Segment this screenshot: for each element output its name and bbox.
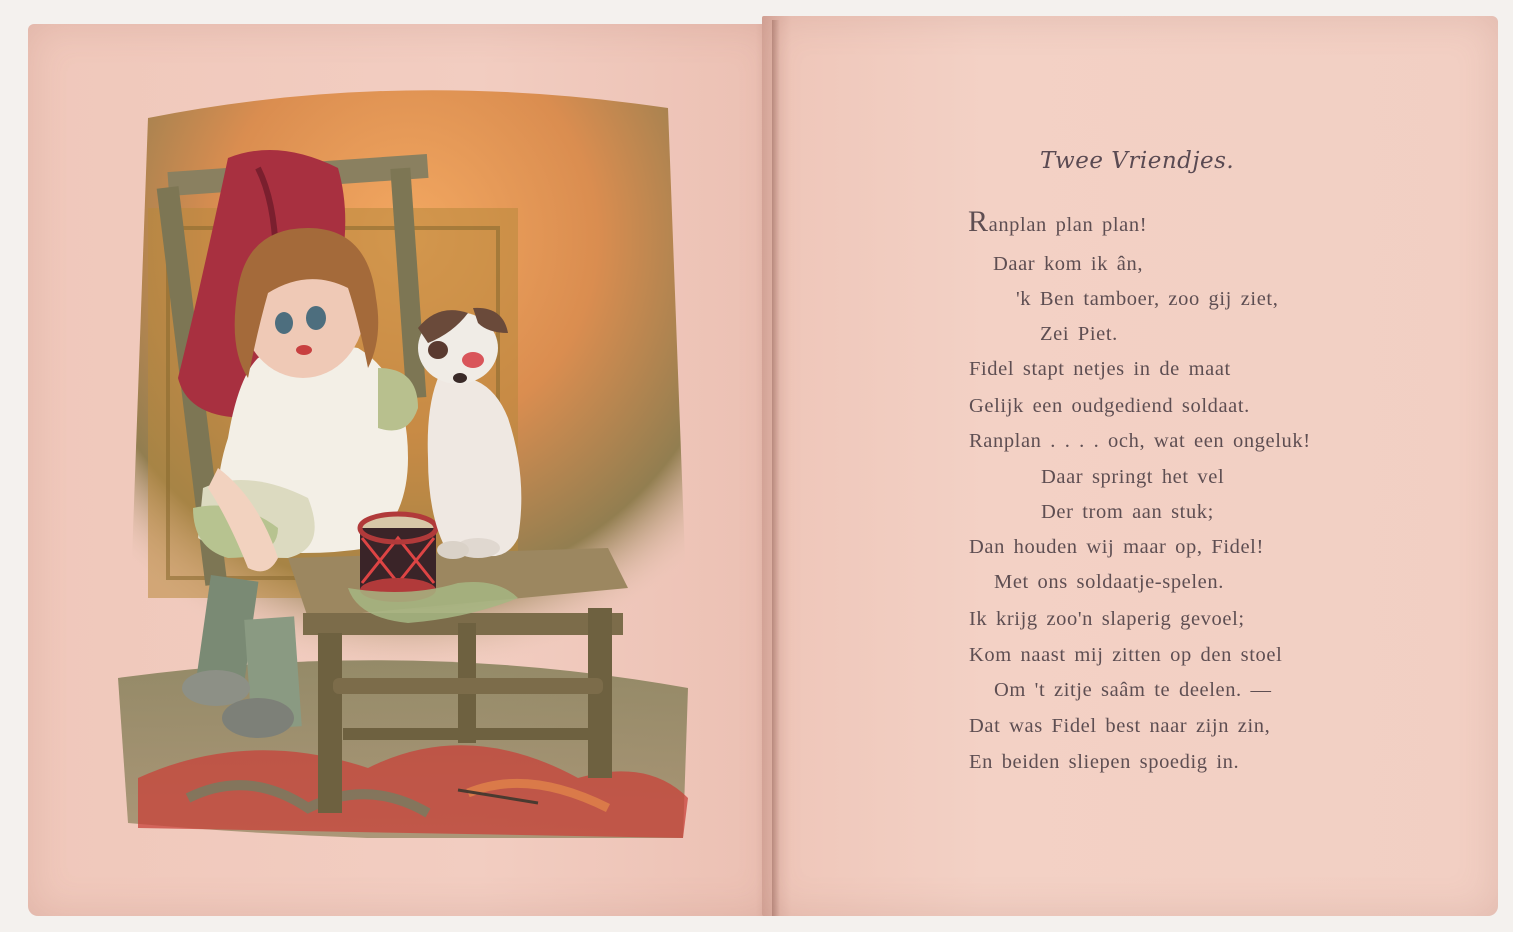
- poem-line-14: Om 't zitje saâm te deelen. —: [994, 679, 1272, 701]
- poem-line-5: Fidel stapt netjes in de maat: [969, 358, 1231, 380]
- poem-line-15: Dat was Fidel best naar zijn zin,: [969, 715, 1271, 737]
- book-gutter: [772, 20, 780, 916]
- poem-line-13: Kom naast mij zitten op den stoel: [969, 644, 1283, 666]
- poem-line-1: [968, 207, 1147, 237]
- poem-line-10: Dan houden wij maar op, Fidel!: [969, 536, 1264, 558]
- poem-line-3: 'k Ben tamboer, zoo gij ziet,: [1016, 288, 1279, 310]
- drop-cap-initial: R: [968, 205, 989, 238]
- poem-title: Twee Vriendjes.: [1040, 148, 1235, 174]
- illustration-girl-and-dog: [108, 78, 696, 838]
- poem-line-11: Met ons soldaatje-spelen.: [994, 571, 1224, 593]
- poem-line-2: Daar kom ik ân,: [993, 253, 1144, 275]
- poem-line-8: Daar springt het vel: [1041, 466, 1225, 488]
- poem-line-4: Zei Piet.: [1040, 323, 1118, 345]
- poem-line-1-text: anplan plan plan!: [988, 214, 1148, 236]
- poem-line-6: Gelijk een oudgediend soldaat.: [969, 395, 1250, 417]
- poem-line-12: Ik krijg zoo'n slaperig gevoel;: [969, 608, 1245, 630]
- poem-line-16: En beiden sliepen spoedig in.: [969, 751, 1240, 773]
- poem-line-7: Ranplan . . . . och, wat een ongeluk!: [969, 430, 1311, 452]
- poem-line-9: Der trom aan stuk;: [1041, 501, 1214, 523]
